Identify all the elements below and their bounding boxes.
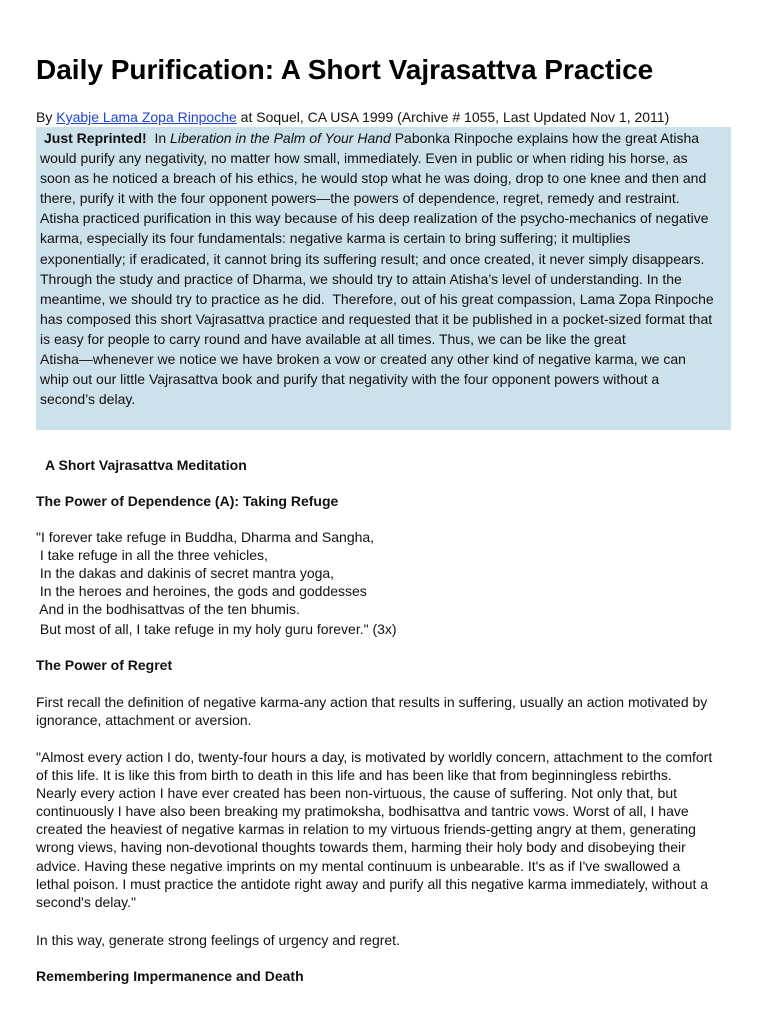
paragraph-line: First recall the definition of negative karma-any action that results in suffering, usually an action motivated by [36,694,708,710]
paragraph-line: continuously I have also been breaking my pratimoksha, bodhisattva and tantric vows. Worst of all, I have [36,803,689,820]
intro-line: Atisha—whenever we notice we have broken a vow or created any other kind of negative karma, we can [40,351,686,368]
intro-line [40,128,731,148]
intro-line: whip out our little Vajrasattva book and purify that negativity with the four opponent powers without a [40,371,660,388]
intro-line: there, purify it with the four opponent powers—the powers of dependence, regret, remedy and restraint. [40,190,680,207]
paragraph-line: lethal poison. I must practice the antidote right away and purify all this negative karma immediately, without a [36,875,709,892]
paragraph-line: advice. Having these negative imprints on my mental continuum is unbearable. It's as if I've swallowed a [36,857,681,874]
paragraph-line: wrong views, having non-devotional thoughts towards them, harming their holy body and disobeying their [36,839,686,856]
verse-line: In the dakas and dakinis of secret mantra yoga, [36,565,335,581]
regret-contemplation-paragraph [36,748,712,911]
intro-line: is easy for people to carry round and have available at all times. Thus, we can be like the great [40,330,626,347]
regret-instruction: In this way, generate strong feelings of urgency and regret. [36,932,400,948]
verse-line: I take refuge in all the three vehicles, [36,547,268,563]
intro-line: soon as he noticed a breach of his ethics, he would stop what he was doing, drop to one knee and then and [40,170,707,187]
verse-line: And in the bodhisattvas of the ten bhumis. [36,601,300,617]
intro-line: exponentially; if eradicated, it cannot bring its suffering result; and once created, it never simply disappears. [40,250,705,267]
intro-connector: In [146,130,171,146]
paragraph-line: ignorance, attachment or aversion. [36,712,252,728]
page-title: Daily Purification: A Short Vajrasattva Practice [36,54,654,85]
intro-line: meantime, we should try to practice as he did. Therefore, out of his great compassion, Lama Zopa Rinpoche [40,290,714,307]
impermanence-heading: Remembering Impermanence and Death [36,968,304,984]
refuge-verse [36,528,397,638]
intro-line: Atisha practiced purification in this way because of his deep realization of the psycho-mechanics of negative [40,210,709,227]
paragraph-line: second's delay." [36,893,136,910]
verse-line: In the heroes and heroines, the gods and goddesses [36,583,367,599]
byline-details: at Soquel, CA USA 1999 (Archive # 1055, Last Updated Nov 1, 2011) [236,109,670,125]
intro-line-rest: Pabonka Rinpoche explains how the great Atisha [390,130,700,146]
byline-prefix: By [36,109,57,125]
paragraph-line: "Almost every action I do, twenty-four hours a day, is motivated by worldly concern, attachment to the comfort [36,749,713,765]
paragraph-line: Nearly every action I have ever created has been non-virtuous, the cause of suffering. Not only that, but [36,785,677,802]
intro-line: has composed this short Vajrasattva practice and requested that it be published in a pocket-sized format that [40,310,713,327]
intro-line: karma, especially its four fundamentals: negative karma is certain to bring suffering; it multiplies [40,230,631,247]
author-link[interactable]: Kyabje Lama Zopa Rinpoche [56,109,237,125]
meditation-title: A Short Vajrasattva Meditation [45,457,247,473]
intro-line: would purify any negativity, no matter how small, immediately. Even in public or when riding his horse, as [40,150,688,167]
intro-line: second’s delay. [40,391,136,408]
refuge-heading: The Power of Dependence (A): Taking Refuge [36,493,339,509]
verse-line: But most of all, I take refuge in my holy guru forever." (3x) [36,621,397,637]
byline [36,108,669,126]
book-title: Liberation in the Palm of Your Hand [170,130,391,146]
verse-line: "I forever take refuge in Buddha, Dharma and Sangha, [36,529,375,545]
regret-heading: The Power of Regret [36,657,173,673]
intro-callout [36,127,731,430]
reprint-label: Just Reprinted! [44,130,147,146]
intro-line: Through the study and practice of Dharma, we should try to attain Atisha’s level of understanding. In the [40,270,682,287]
regret-definition-paragraph [36,693,707,729]
paragraph-line: of this life. It is like this from birth to death in this life and has been like that from beginningless rebirths. [36,767,672,784]
paragraph-line: created the heaviest of negative karmas in relation to my virtuous friends-getting angry at them, generating [36,821,696,838]
